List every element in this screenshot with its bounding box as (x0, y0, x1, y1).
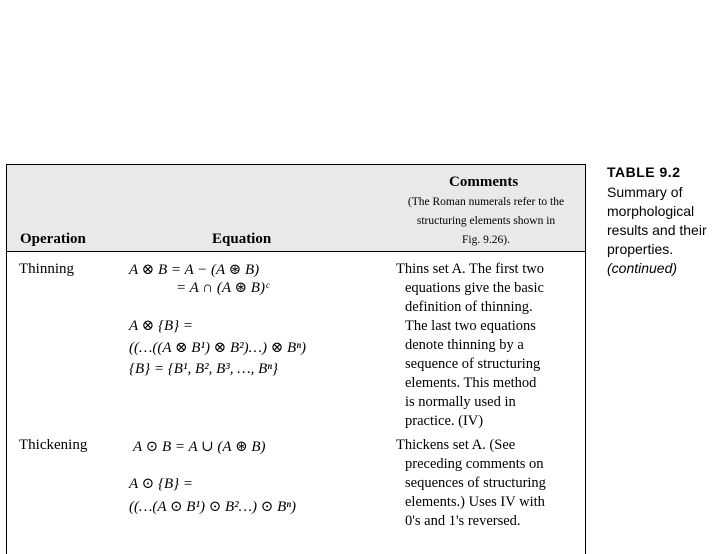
comment-line: Thins set A. The first two (396, 261, 544, 277)
equation-line: = A ∩ (A ⊛ B)ᶜ (176, 280, 269, 296)
comment-line: definition of thinning. (405, 299, 533, 315)
note-line: Fig. 9.26). (462, 234, 510, 246)
header-comments-note (391, 193, 581, 250)
equation-line: A ⊙ B = A ∪ (A ⊛ B) (133, 439, 266, 455)
header-comments: Comments (449, 174, 519, 190)
table-number: TABLE 9.2 (607, 164, 681, 180)
comment-line: preceding comments on (405, 456, 544, 472)
header-equation: Equation (212, 231, 272, 247)
equation-line: A ⊗ B = A − (A ⊛ B) (129, 262, 260, 278)
header-operation: Operation (20, 231, 86, 247)
morphology-table (6, 164, 586, 554)
equation-line: {B} = {B¹, B², B³, …, Bⁿ} (129, 361, 278, 377)
comment-line: equations give the basic (405, 280, 544, 296)
comment-line: sequences of structuring (405, 475, 546, 491)
comment-line: denote thinning by a (405, 337, 524, 353)
comment-line: elements. This method (405, 375, 537, 391)
comment-line: is normally used in (405, 394, 516, 410)
equation-line: A ⊗ {B} = (129, 318, 193, 334)
comment-line: practice. (IV) (405, 413, 484, 429)
comment-line: sequence of structuring (405, 356, 541, 372)
comment-thinning (396, 260, 584, 431)
comment-line: The last two equations (405, 318, 536, 334)
note-line: (The Roman numerals refer to the (407, 196, 565, 208)
caption-line: Summary of (607, 184, 683, 200)
comment-line: elements.) Uses IV with (405, 494, 545, 510)
caption-continued: (continued) (607, 260, 678, 276)
operation-thinning: Thinning (19, 261, 74, 277)
table-header (7, 165, 585, 252)
comment-line: Thickens set A. (See (396, 437, 516, 453)
table-caption (607, 183, 719, 278)
caption-line: properties. (607, 241, 674, 257)
caption-line: morphological (607, 203, 695, 219)
comment-thickening (396, 436, 584, 531)
note-line: structuring elements shown in (416, 215, 556, 227)
equation-line: A ⊙ {B} = (129, 476, 193, 492)
comment-line: 0's and 1's reversed. (405, 513, 521, 529)
caption-line: results and their (607, 222, 707, 238)
equation-line: ((…((A ⊗ B¹) ⊗ B²)…) ⊗ Bⁿ) (129, 340, 306, 356)
operation-thickening: Thickening (19, 437, 88, 453)
equation-line: ((…(A ⊙ B¹) ⊙ B²…) ⊙ Bⁿ) (129, 499, 296, 515)
